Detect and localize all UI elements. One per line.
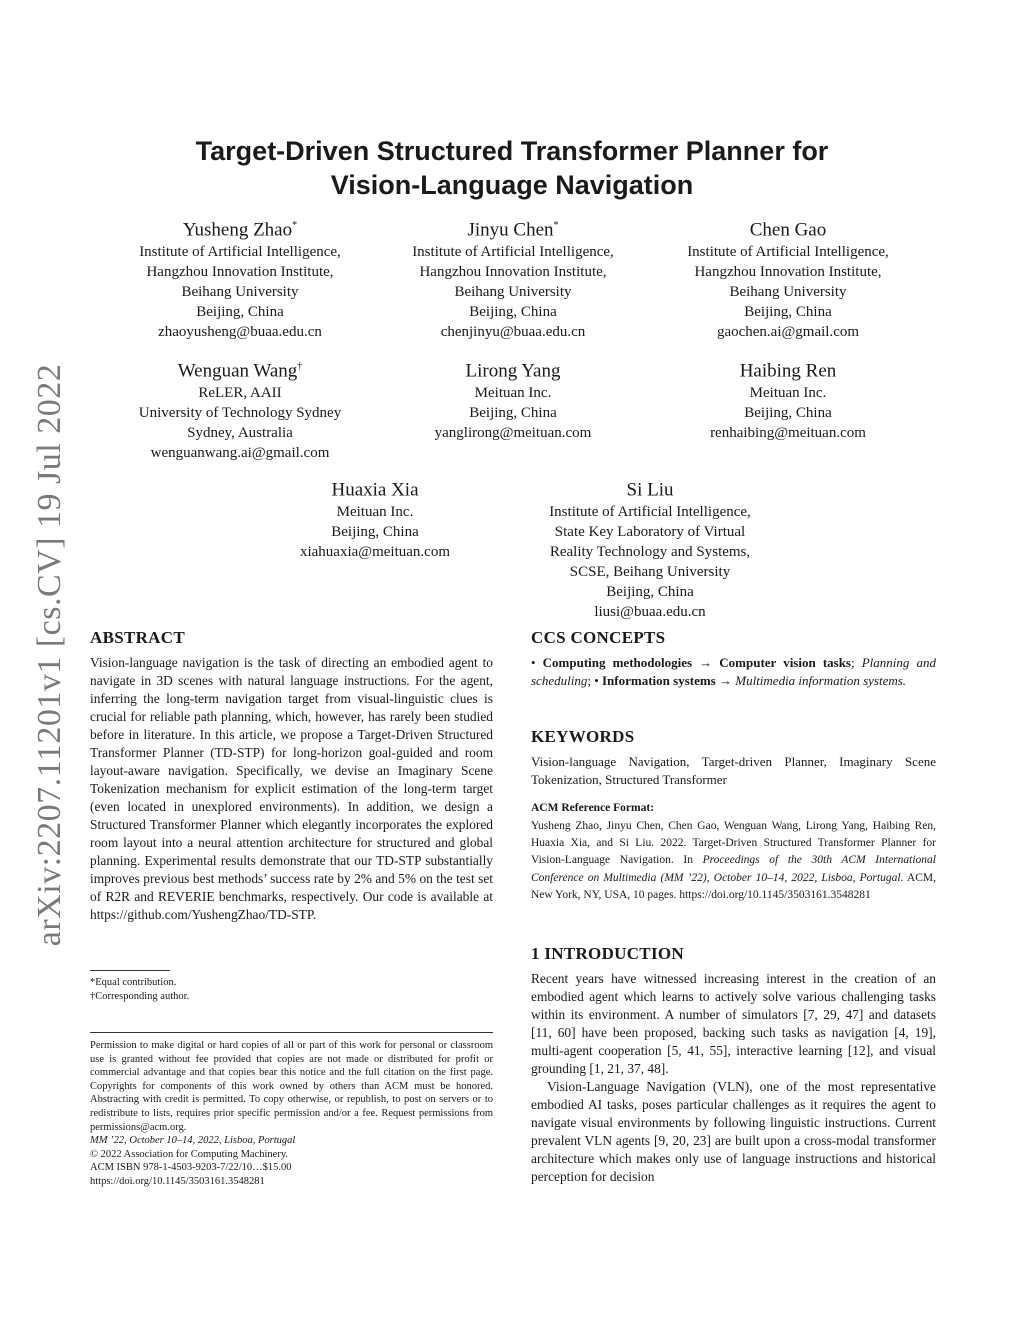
author-affil: Beihang University — [181, 284, 299, 301]
author-name: Huaxia Xia — [331, 479, 419, 501]
author-affil: Beijing, China — [331, 524, 419, 541]
author-block — [382, 214, 644, 342]
title-line-1: Target-Driven Structured Transformer Planner for — [195, 136, 829, 166]
abstract-text: Vision-language navigation is the task of directing an embodied agent to navigate in 3D scenes with natural language instructions. For the agent, inferring the long-term navigation target from visual-linguistic clues is crucial for reliable path planning, which, however, has rarely been studied before in literature. In this article, we propose a Target-Driven Structured Transformer Planner (TD-STP) for long-horizon goal-guided and room layout-aware navigation. Specifically, we devise an Imaginary Scene Tokenization mechanism for explicit estimation of the long-term target (even located in unexplored environments). In addition, we design a Structured Transformer Planner which elegantly incorporates the explored room layout into a neural attention architecture for structured and global planning. Experimental results demonstrate that our TD-STP substantially improves previous best methods’ success rate by 2% and 5% on the test set of R2R and REVERIE benchmarks, respectively. Our code is available at https://github.com/YushengZhao/TD-STP. — [90, 655, 493, 922]
ccs-section — [531, 628, 936, 690]
keywords-heading: KEYWORDS — [531, 727, 635, 746]
acm-reference — [531, 801, 936, 904]
author-affil: Institute of Artificial Intelligence, — [687, 244, 889, 261]
permission-isbn: ACM ISBN 978-1-4503-9203-7/22/10…$15.00 — [90, 1162, 292, 1174]
footnotes — [90, 970, 493, 1003]
footnote-corresponding: †Corresponding author. — [90, 990, 190, 1002]
ccs-sep: ; — [851, 655, 862, 670]
footnote-rule — [90, 970, 170, 971]
author-affil: Meituan Inc. — [474, 385, 552, 402]
acm-ref-part1: Yusheng Zhao, Jinyu Chen, Chen Gao, Wenguan Wang, Lirong Yang, Haibing Ren, Huaxia Xia, and Si Liu. 2022. Target-Driven Structured Transformer Planner for Vision-Language Navigation. In — [531, 820, 936, 867]
author-name: Lirong Yang — [465, 360, 561, 382]
author-block — [520, 474, 780, 622]
author-affil: Beijing, China — [196, 304, 284, 321]
author-email[interactable]: chenjinyu@buaa.edu.cn — [440, 324, 586, 341]
abstract-heading: ABSTRACT — [90, 628, 185, 647]
author-name: Yusheng Zhao — [182, 219, 293, 241]
author-block — [382, 355, 644, 443]
author-affil: University of Technology Sydney — [138, 405, 342, 422]
author-name: Chen Gao — [749, 219, 827, 241]
author-affil: Beijing, China — [469, 304, 557, 321]
ccs-computer-vision-tasks: Computer vision tasks — [719, 655, 851, 670]
arxiv-sidebar — [30, 365, 70, 945]
ccs-arrow: → — [715, 673, 736, 688]
permission-copyright: © 2022 Association for Computing Machinery. — [90, 1148, 289, 1160]
author-mark: * — [553, 220, 559, 231]
permission-text: Permission to make digital or hard copies of all or part of this work for personal or classroom use is granted without fee provided that copies are not made or distributed for profit or commercial advantage and that copies bear this notice and the full citation on the first page. Copyrights for components of this work owned by others than ACM must be honored. Abstracting with credit is permitted. To copy otherwise, or republish, to post on servers or to redistribute to lists, requires prior specific permission and/or a fee. Request permissions from permissions@acm.org. — [90, 1040, 493, 1133]
intro-heading: 1 INTRODUCTION — [531, 944, 684, 963]
author-email[interactable]: renhaibing@meituan.com — [710, 425, 866, 442]
author-affil: Institute of Artificial Intelligence, — [139, 244, 341, 261]
author-mark: † — [297, 361, 303, 372]
author-affil: Meituan Inc. — [336, 504, 414, 521]
author-affil: Beihang University — [454, 284, 572, 301]
author-email[interactable]: gaochen.ai@gmail.com — [716, 324, 860, 341]
ccs-text — [531, 654, 936, 690]
author-name: Jinyu Chen — [467, 219, 554, 241]
ccs-planning: Planning and scheduling — [531, 655, 936, 688]
permission-block — [90, 1032, 493, 1189]
ccs-computing-methodologies: Computing methodologies — [542, 655, 693, 670]
author-affil: Beijing, China — [606, 584, 694, 601]
author-mark: * — [292, 220, 298, 231]
permission-doi[interactable]: https://doi.org/10.1145/3503161.3548281 — [90, 1175, 265, 1187]
author-block — [110, 214, 370, 342]
author-email[interactable]: yanglirong@meituan.com — [434, 425, 592, 442]
permission-rule — [90, 1032, 493, 1033]
author-affil: Institute of Artificial Intelligence, — [549, 504, 751, 521]
title-line-2: Vision-Language Navigation — [330, 170, 694, 200]
intro-paragraph-1: Recent years have witnessed increasing interest in the creation of an embodied agent which learns to actively solve various challenging tasks within its environment. A number of simulators [7, 29, 47] and datasets [11, 60] have been proposed, backing such tasks as navigation [4, 19], multi-agent cooperation [5, 41, 55], interactive learning [12], and visual grounding [1, 21, 37, 48]. — [531, 971, 936, 1076]
author-affil: Beijing, China — [744, 405, 832, 422]
paper-title — [90, 134, 934, 202]
ccs-heading: CCS CONCEPTS — [531, 628, 666, 647]
acm-ref-heading: ACM Reference Format: — [531, 802, 655, 814]
author-affil: Sydney, Australia — [187, 425, 293, 442]
acm-ref-part2: . ACM, New York, NY, USA, 10 pages. https://doi.org/10.1145/3503161.3548281 — [531, 871, 936, 901]
author-block — [250, 474, 500, 562]
author-email[interactable]: wenguanwang.ai@gmail.com — [150, 445, 330, 462]
author-block — [110, 355, 370, 463]
author-affil: ReLER, AAII — [198, 385, 282, 402]
author-block — [656, 214, 920, 342]
arxiv-id: arXiv:2207.11201v1 [cs.CV] 19 Jul 2022 — [31, 363, 68, 947]
ccs-multimedia: Multimedia information systems. — [735, 673, 907, 688]
author-affil: Beihang University — [729, 284, 847, 301]
intro-section — [531, 944, 936, 1186]
keywords-section — [531, 727, 936, 789]
author-name: Wenguan Wang — [177, 360, 298, 382]
author-affil: Institute of Artificial Intelligence, — [412, 244, 614, 261]
author-affil: Hangzhou Innovation Institute, — [694, 264, 882, 281]
keywords-text: Vision-language Navigation, Target-driven Planner, Imaginary Scene Tokenization, Structured Transformer — [531, 754, 936, 787]
author-affil: State Key Laboratory of Virtual — [554, 524, 746, 541]
author-affil: Beijing, China — [744, 304, 832, 321]
abstract-section — [90, 628, 493, 924]
author-block — [656, 355, 920, 443]
author-affil: SCSE, Beihang University — [569, 564, 731, 581]
acm-ref-proceedings: Proceedings of the 30th ACM International Conference on Multimedia (MM ’22), October 10–14, 2022, Lisboa, Portugal — [531, 854, 936, 884]
permission-venue: MM ’22, October 10–14, 2022, Lisboa, Portugal — [90, 1135, 296, 1147]
intro-paragraph-2: Vision-Language Navigation (VLN), one of the most representative embodied AI tasks, poses particular challenges as it requires the agent to navigate visual environments by following linguistic instructions. Current prevalent VLN agents [9, 20, 23] are built upon a cross-modal transformer architecture which makes only use of language instructions and historical perception for decision — [531, 1079, 936, 1184]
ccs-sep: ; • — [587, 673, 602, 688]
author-affil: Hangzhou Innovation Institute, — [146, 264, 334, 281]
acm-ref-text — [531, 818, 936, 904]
author-name: Haibing Ren — [739, 360, 837, 382]
ccs-arrow: → — [692, 655, 720, 670]
author-affil: Beijing, China — [469, 405, 557, 422]
author-affil: Hangzhou Innovation Institute, — [419, 264, 607, 281]
author-name: Si Liu — [626, 479, 674, 501]
author-affil: Reality Technology and Systems, — [549, 544, 751, 561]
author-affil: Meituan Inc. — [749, 385, 827, 402]
ccs-information-systems: Information systems — [602, 673, 716, 688]
footnote-equal: *Equal contribution. — [90, 977, 177, 988]
author-email[interactable]: xiahuaxia@meituan.com — [299, 544, 450, 561]
author-email[interactable]: zhaoyusheng@buaa.edu.cn — [158, 324, 322, 341]
author-email[interactable]: liusi@buaa.edu.cn — [594, 604, 706, 621]
ccs-bullet: • — [531, 655, 543, 670]
